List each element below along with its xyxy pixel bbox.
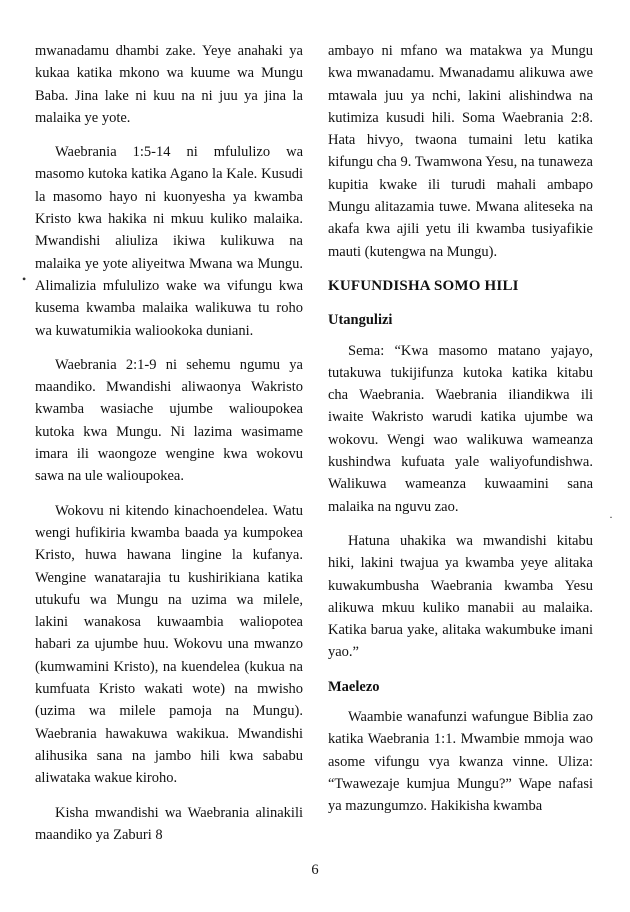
paragraph: Waambie wanafunzi wafungue Biblia zao katika Waebrania 1:1. Mwambie mmoja wao asome vifungu vya kwanza vinne. Uliza: “Twawezaje kumjua Mungu?” Wape nafasi ya mazungumzo. Hakikisha kwamba [328,709,593,815]
paragraph: Hatuna uhakika wa mwandishi kitabu hiki, lakini twajua ya kwamba yeye alitaka kuwakumbusha Waebrania kwamba Yesu alikuwa mkuu kuliko manabii au malaika. Katika barua yake, alitaka wakumbuke imani yao.” [328,532,593,661]
paragraph: Sema: “Kwa masomo matano yajayo, tutakuwa tukijifunza kutoka katika kitabu cha Waebrania. Waebrania iliandikwa ili iwaite Wakristo warudi katika ujumbe wa wokovu. Wengi wao walikuwa wameanza kushindwa kufuata yale waliyofundishwa. Walikuwa wameanza kuwaamini sana malaika na nguvu zao. [328,342,593,515]
subheading-maelezo: Maelezo [328,678,380,695]
scan-mark: • [22,272,27,286]
paragraph: ambayo ni mfano wa matakwa ya Mungu kwa mwanadamu. Mwanadamu alikuwa awe mtawala juu ya nchi, lakini alishindwa na kutimiza kusudi hili. Soma Waebrania 2:8. Hata hivyo, twaona tumaini letu katika kifungu cha 9. Twamwona Yesu, na tunaweza kupitia kwake ili turudi mahali ambapo Mungu alitazamia tuwe. Mwana aliteseka na akafa kwa ajili yetu ili kwamba tusiyafikie mauti (kutengwa na Mungu). [328,43,593,260]
left-column [35,40,303,858]
paragraph: Waebrania 2:1-9 ni sehemu ngumu ya maandiko. Mwandishi aliwaonya Wakristo kwamba wasiache ujumbe walioupokea kutoka kwa Mungu. Ni lazima wasimame imara ili waongoze wengine kwa wokovu sawa na ule walioupokea. [35,356,303,485]
paragraph: Kisha mwandishi wa Waebrania alinakili maandiko ya Zaburi 8 [35,804,303,843]
right-column [328,40,593,830]
subheading-utangulizi: Utangulizi [328,312,393,329]
paragraph: mwanadamu dhambi zake. Yeye anahaki ya kukaa katika mkono wa kuume wa Mungu Baba. Jina lake ni kuu na ni juu ya jina la malaika ye yote. [35,43,303,126]
paragraph: Waebrania 1:5-14 ni mfululizo wa masomo kutoka katika Agano la Kale. Kusudi la masomo hayo ni kuonyesha ya kwamba Kristo kwa hakika ni mkuu kuliko malaika. Mwandishi aliuliza ikiwa kulikuwa na malaika ye yote aliyeitwa Mwana wa Mungu. Alimalizia mfululizo wake wa vifungu kwa kusema kwamba malaika walikuwa tu roho wa kuwatumikia waliookoka duniani. [35,144,303,339]
paragraph: Wokovu ni kitendo kinachoendelea. Watu wengi hufikiria kwamba baada ya kumpokea Kristo, huwa hawana lingine la kufanya. Wengine wanatarajia tu kushirikiana katika utukufu wa Mungu na uzima wa milele, lakini wanakosa kuwaambia waliopotea habari za ujumbe huu. Wokovu una mwanzo (kumwamini Kristo), na kuendelea (kukua na kumfuata Kristo wakati wote) na mwisho (uzima wa milele pamoja na Mungu). Waebrania hawakuwa wakikua. Mwandishi alihusika sana na jambo hili kwa sababu aliwataka wakue kiroho. [35,502,303,787]
section-heading: KUFUNDISHA SOMO HILI [328,277,519,294]
scan-mark: · [609,510,613,524]
page-number: 6 [311,862,319,878]
